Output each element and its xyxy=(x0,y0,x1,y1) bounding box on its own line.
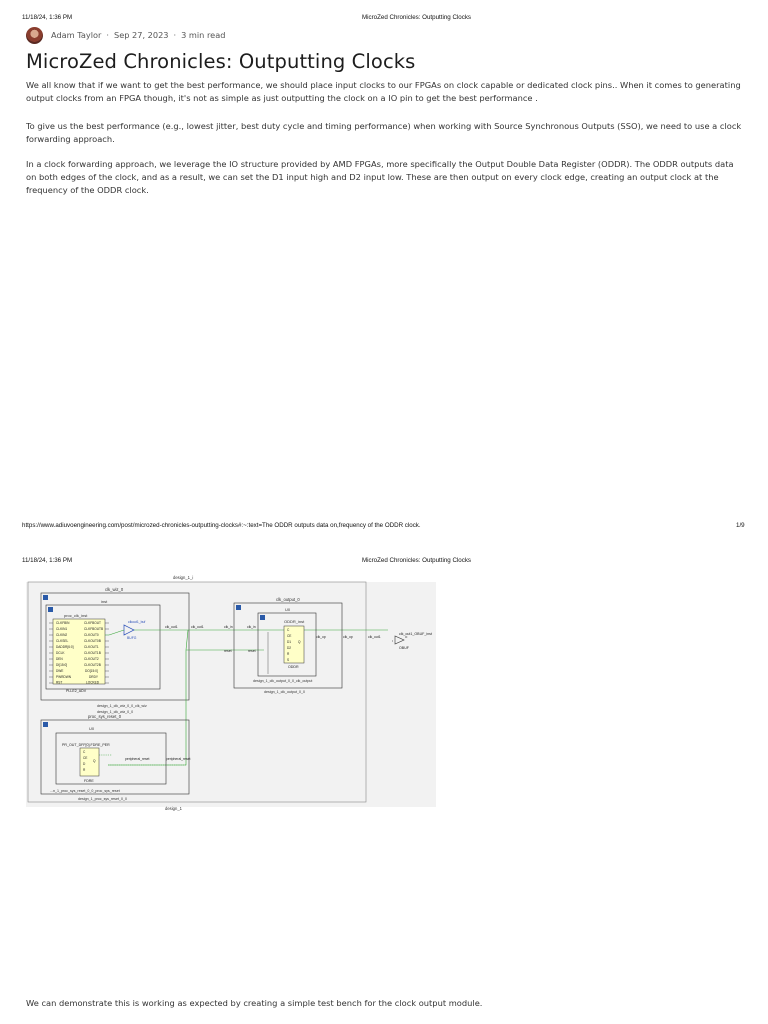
net-label: reset xyxy=(224,649,232,653)
pin-label: D2 xyxy=(287,646,292,650)
bufg-type-label: BUFG xyxy=(127,636,137,640)
print-footer-page: 1/9 xyxy=(736,522,745,529)
pin-label: PWRDWN xyxy=(56,675,72,680)
pin-label: CLKFBOUTB xyxy=(84,627,104,632)
pin-label: CLKSEL xyxy=(56,639,69,644)
plle2-type-label: PLLE2_ADV xyxy=(66,689,87,693)
net-label: reset xyxy=(248,649,256,653)
pin-label: DADDR[6:0] xyxy=(56,645,74,650)
expand-icon[interactable] xyxy=(260,615,265,620)
obuf-type-label: OBUF xyxy=(399,646,409,650)
net-label: clk_op xyxy=(343,635,353,639)
obuf-inst-label: clk_out1_OBUF_inst xyxy=(399,632,432,636)
pin-label: RST xyxy=(56,680,63,685)
pin-label: S xyxy=(287,658,290,662)
article-paragraph: We all know that if we want to get the best performance, we should place input clocks to our FPGAs on clock capable or dedicated clock pins.. When it comes to generating output clocks from an FPGA though, it's not as simple as just outputting the clock on a IO pin to get the best performance . xyxy=(26,80,741,103)
pin-label: CLKIN2 xyxy=(56,633,68,638)
print-header-title: MicroZed Chronicles: Outputting Clocks xyxy=(362,14,472,21)
print-header-title: MicroZed Chronicles: Outputting Clocks xyxy=(362,557,472,564)
article-paragraph: To give us the best performance (e.g., lowest jitter, best duty cycle and timing performance) when working with Source Synchronous Outputs (SSO), we need to use a clock forwarding approach. xyxy=(26,121,742,144)
fdre-inst-label: PR_OUT_DFF[0].FDRE_PER xyxy=(62,743,110,747)
read-time: 3 min read xyxy=(181,30,226,40)
net-label: clk_in xyxy=(247,625,256,629)
pin-label: Q xyxy=(298,640,301,644)
oddr-inst-label: ODDR_inst xyxy=(284,619,305,624)
clk-output-inst-label: U0 xyxy=(285,607,291,612)
pin-label: CLKOUT2B xyxy=(84,663,101,668)
fdre-type-label: FDRE xyxy=(84,779,94,783)
article-paragraph: In a clock forwarding approach, we leverage the IO structure provided by AMD FPGAs, more specifically the Output Double Data Register (ODDR). The ODDR outputs data on both edges of the clock, and as a result, we can set the D1 input high and D2 input low. These are then output on every clock edge, creating an output clock at the frequency of the ODDR clock. xyxy=(26,159,734,195)
pin-label: DEN xyxy=(56,657,63,662)
print-header-datetime: 11/18/24, 1:36 PM xyxy=(22,14,73,21)
pin-label: DCLK xyxy=(56,651,65,656)
pin-label: R xyxy=(83,768,86,772)
design-bottom-label: design_1 xyxy=(165,806,182,811)
pin-label: CE xyxy=(83,756,88,760)
obuf-pin-o: O xyxy=(405,635,408,639)
net-label: peripheral_reset xyxy=(166,757,191,761)
pin-label: DO[15:0] xyxy=(85,669,98,674)
avatar[interactable] xyxy=(26,27,43,44)
pin-label: D1 xyxy=(287,640,292,644)
proc-sys-reset-footer: design_1_proc_sys_reset_0_0 xyxy=(78,797,127,801)
proc-clk-inst-label: proc_clk_inst xyxy=(64,613,88,618)
clk-wiz-inst-label: inst xyxy=(101,599,108,604)
pin-label: DI[15:0] xyxy=(56,663,68,668)
clk-wiz-footer: design_1_clk_wiz_0_0 xyxy=(97,710,134,714)
bufg-inst-label: clkout1_buf xyxy=(128,620,146,624)
pin-label: LOCKED xyxy=(86,680,100,685)
pin-label: DWE xyxy=(56,669,64,674)
expand-icon[interactable] xyxy=(48,607,53,612)
separator: · xyxy=(173,30,177,40)
print-header-datetime: 11/18/24, 1:36 PM xyxy=(22,557,73,564)
pin-label: CE xyxy=(287,634,292,638)
clk-output-inst-footer: design_1_clk_output_0_0_clk_output xyxy=(253,679,313,683)
expand-icon[interactable] xyxy=(236,605,241,610)
net-label: clk_out1 xyxy=(368,635,381,639)
clk-wiz-label: clk_wiz_0 xyxy=(105,587,124,592)
pin-label: CLKOUT1 xyxy=(84,645,99,650)
separator: · xyxy=(106,30,110,40)
net-label: clk_out1 xyxy=(191,625,204,629)
pin-label: CLKFBIN xyxy=(56,621,70,626)
proc-sys-reset-inst-footer: ...n_1_proc_sys_reset_0_0_proc_sys_reset xyxy=(50,789,120,793)
author-row xyxy=(26,26,225,44)
pin-label: C xyxy=(287,628,290,632)
pin-label: CLKOUT1B xyxy=(84,651,101,656)
clk-output-footer: design_1_clk_output_0_0 xyxy=(264,690,305,694)
publish-date: Sep 27, 2023 xyxy=(114,30,169,40)
pin-label: D xyxy=(83,762,86,766)
pin-label: CLKOUT0B xyxy=(84,639,101,644)
pin-label: CLKOUT0 xyxy=(84,633,99,638)
proc-sys-reset-label: proc_sys_reset_0 xyxy=(88,714,122,719)
clk-wiz-inst-footer: design_1_clk_wiz_0_0_clk_wiz xyxy=(97,704,147,708)
article-title: MicroZed Chronicles: Outputting Clocks xyxy=(26,50,416,73)
pin-label: C xyxy=(83,750,86,754)
author-name[interactable]: Adam Taylor xyxy=(51,30,102,40)
proc-sys-reset-inst-label: U0 xyxy=(89,726,95,731)
pin-label: CLKIN1 xyxy=(56,627,68,632)
net-label: clk_in xyxy=(224,625,233,629)
clk-output-label: clk_output_0 xyxy=(276,597,300,602)
net-label: clk_out1 xyxy=(165,625,178,629)
pin-label: R xyxy=(287,652,290,656)
net-label: clk_op xyxy=(316,635,326,639)
pin-label: CLKFBOUT xyxy=(84,621,102,626)
design-top-label: design_1_i xyxy=(173,575,194,580)
print-footer-url[interactable]: https://www.adiuvoengineering.com/post/microzed-chronicles-outputting-clocks#:~:text=The ODDR outputs data on,frequency of the ODDR clock. xyxy=(22,522,421,529)
block-design-diagram xyxy=(0,570,460,815)
obuf-pin-i: I xyxy=(392,639,393,643)
pin-label: DRDY xyxy=(89,675,99,680)
article-paragraph: We can demonstrate this is working as expected by creating a simple test bench for the clock output module. xyxy=(26,998,483,1008)
pin-label: CLKOUT2 xyxy=(84,657,99,662)
expand-icon[interactable] xyxy=(43,595,48,600)
pin-label: Q xyxy=(93,759,96,763)
expand-icon[interactable] xyxy=(43,722,48,727)
oddr-type-label: ODDR xyxy=(288,665,299,669)
net-label: peripheral_reset xyxy=(125,757,150,761)
